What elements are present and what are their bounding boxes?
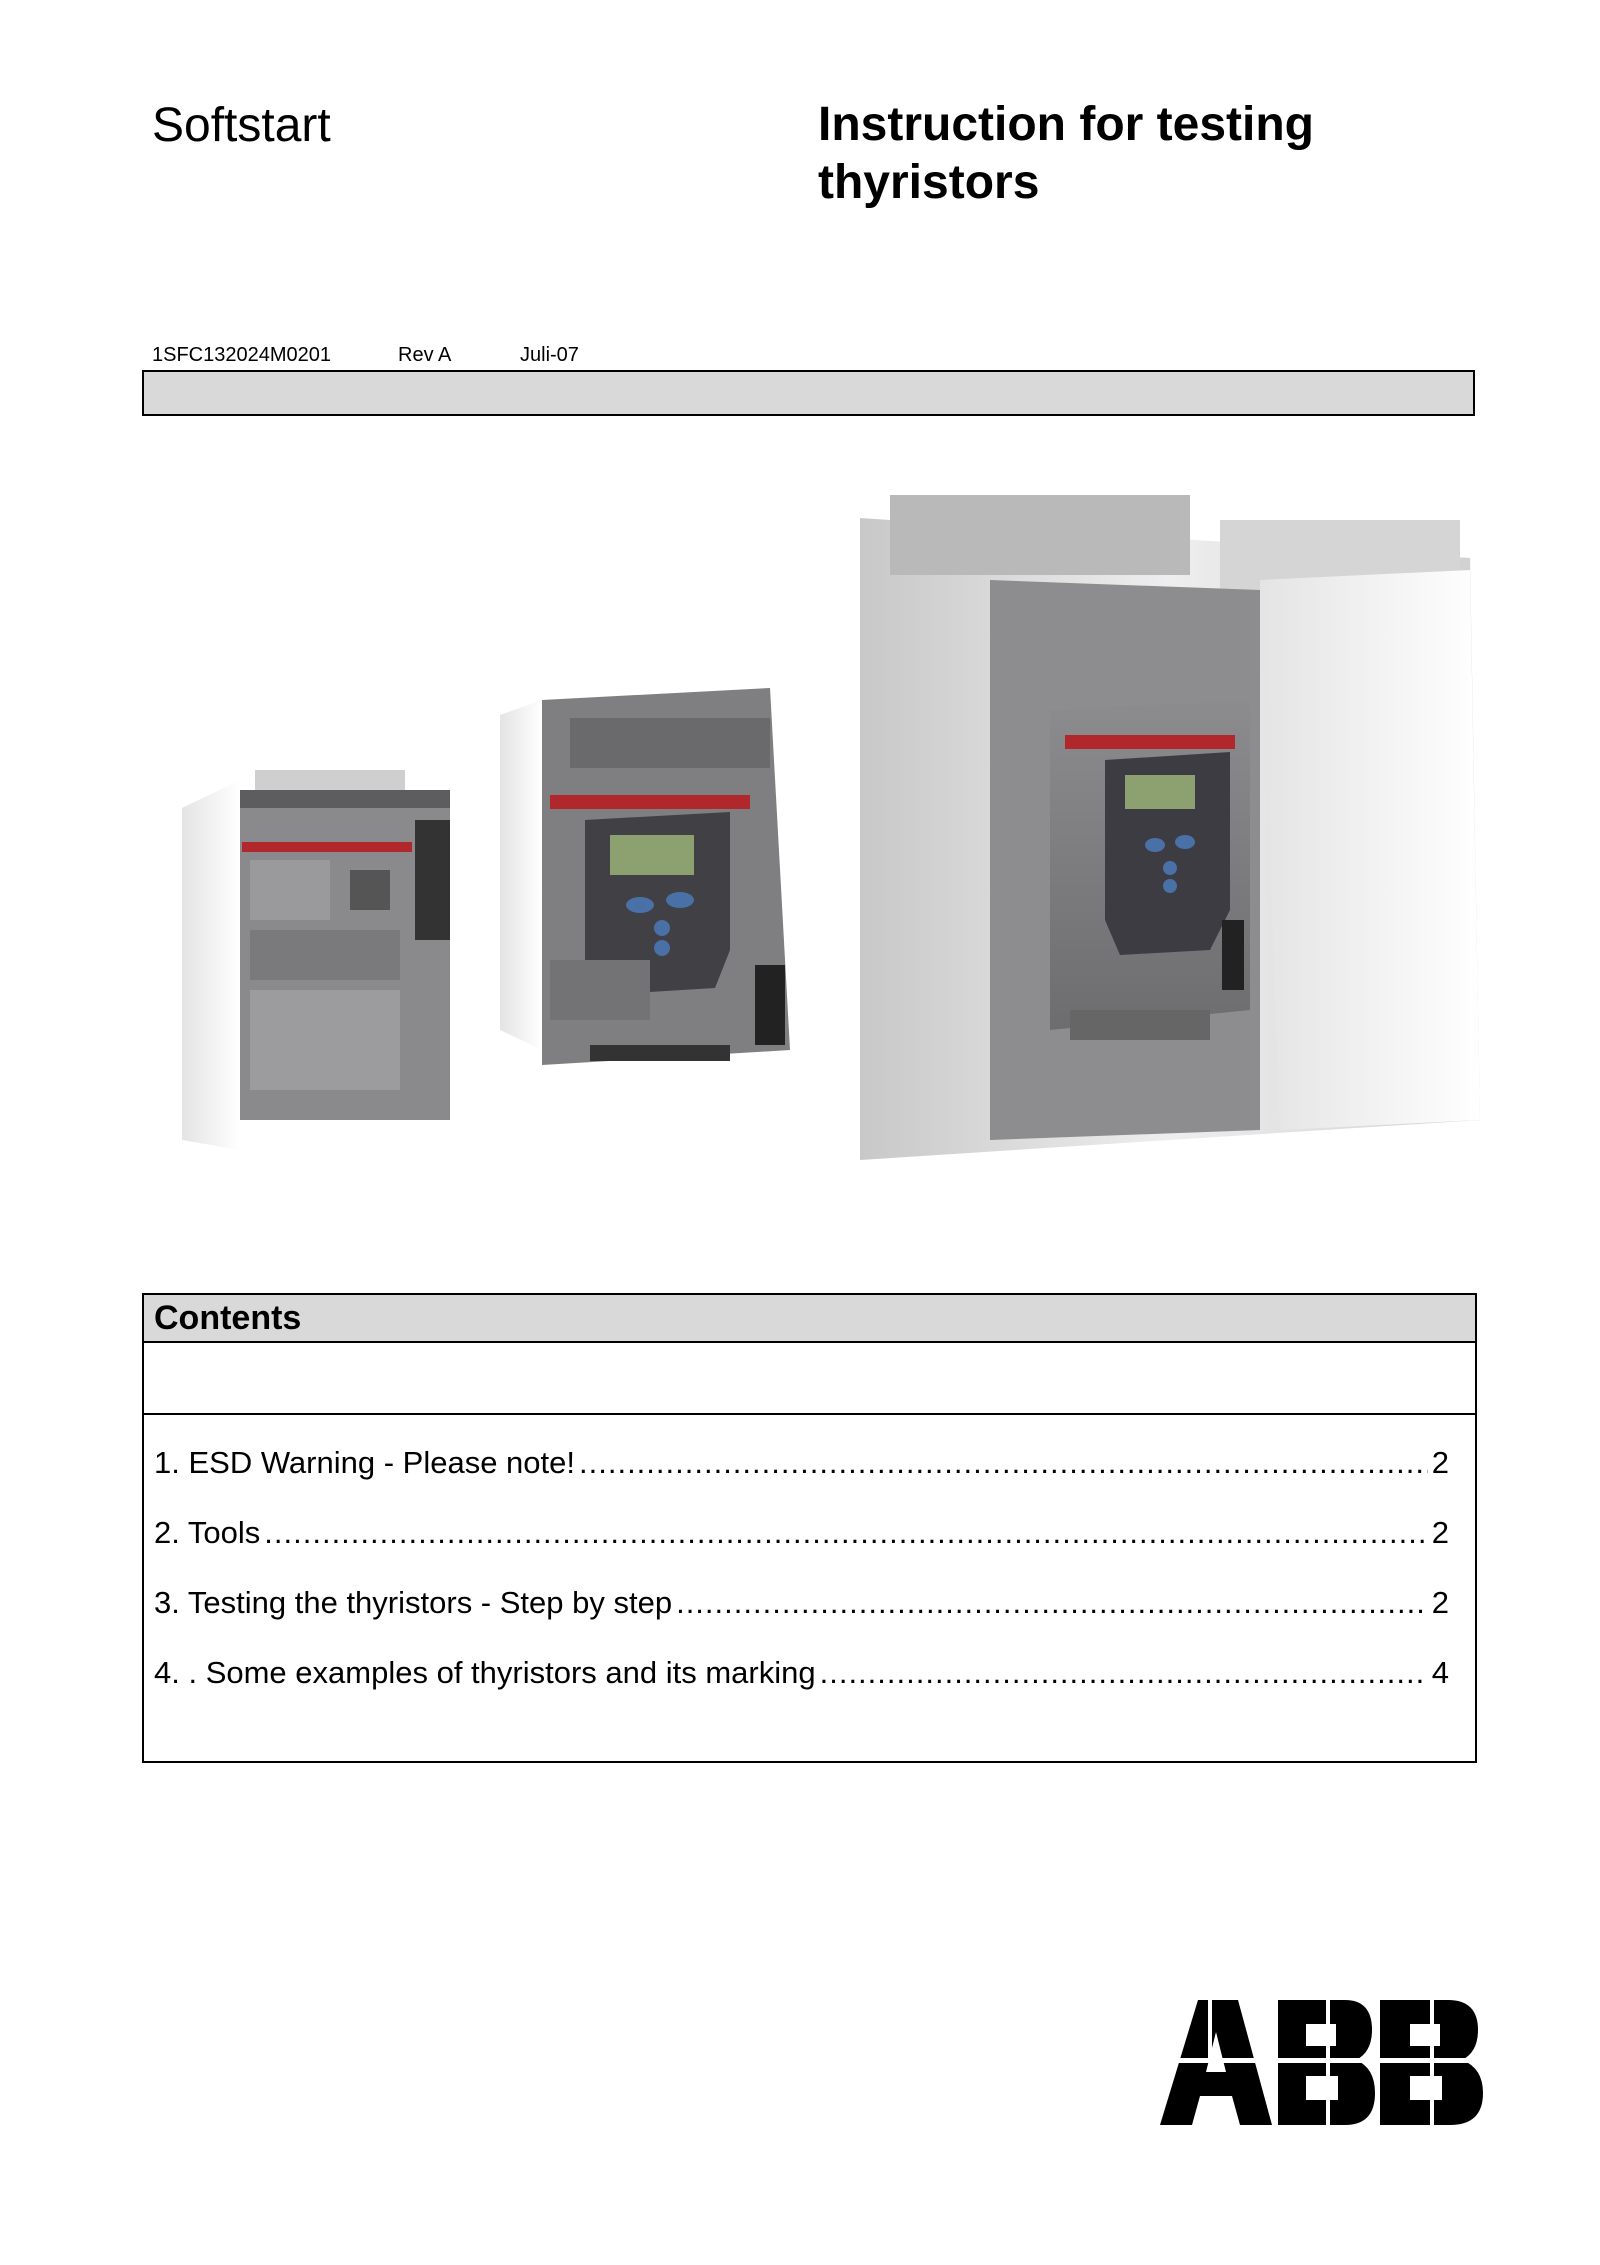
document-title-line-2: thyristors (818, 156, 1040, 209)
toc-entry[interactable] (154, 1445, 1449, 1515)
toc-entry-page: 2 (1431, 1445, 1449, 1480)
toc-entry-title: 4. . Some examples of thyristors and its marking (154, 1655, 816, 1690)
toc-entry-title: 1. ESD Warning - Please note! (154, 1445, 575, 1480)
abb-logo (1160, 2000, 1483, 2125)
toc-entry[interactable] (154, 1585, 1449, 1655)
product-name: Softstart (152, 99, 331, 152)
toc-entry-page: 4 (1431, 1655, 1449, 1690)
softstarter-product-photo (170, 490, 1480, 1160)
contents-heading: Contents (144, 1295, 1475, 1343)
toc-entry-page: 2 (1431, 1585, 1449, 1620)
toc-leader-dots (820, 1655, 1428, 1691)
toc-leader-dots (676, 1585, 1428, 1621)
toc-list (154, 1445, 1449, 1725)
toc-leader-dots (264, 1515, 1427, 1551)
contents-spacer (144, 1343, 1475, 1415)
toc-entry[interactable] (154, 1515, 1449, 1585)
toc-leader-dots (579, 1445, 1428, 1481)
toc-entry-page: 2 (1431, 1515, 1449, 1550)
toc-entry[interactable] (154, 1655, 1449, 1725)
doc-number: 1SFC132024M0201 (152, 344, 332, 366)
doc-date: Juli-07 (520, 344, 579, 366)
medium-softstarter (500, 688, 790, 1065)
document-title (818, 96, 1418, 212)
toc-entry-title: 2. Tools (154, 1515, 261, 1550)
header-bar (142, 370, 1475, 416)
large-softstarter (860, 495, 1480, 1160)
table-of-contents (142, 1293, 1477, 1763)
revision: Rev A (398, 344, 452, 366)
small-softstarter (182, 770, 450, 1150)
document-title-line-1: Instruction for testing (818, 98, 1314, 151)
toc-entry-title: 3. Testing the thyristors - Step by step (154, 1585, 673, 1620)
